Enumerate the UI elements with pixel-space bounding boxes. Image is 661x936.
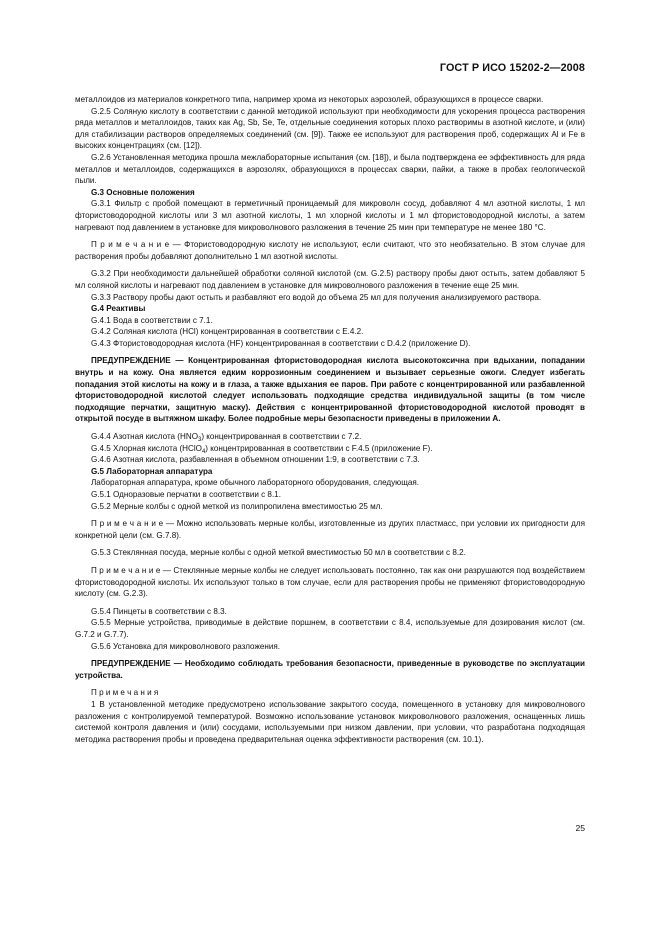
clause-g3-3: G.3.3 Раствору пробы дают остыть и разбавляют его водой до объема 25 мл для получения анализируемого раствора. [91,292,542,302]
clause-g2-5: G.2.5 Соляную кислоту в соответствии с данной методикой используют при необходимости для ускорения процесса растворения ряда металлов и металлоидов, таких как Ag, Sb, Se, Te, отдельные соединения которых плохо растворимы в азотной кислоте, и (или) для стабилизации растворов определяемых соединений (см. [9]). Также ее используют для растворения проб, содержащих Al и Fe в высоких концентрациях (см. [12]). [75,106,585,151]
note-label: П р и м е ч а н и е [91,519,164,529]
clause-g3-1: G.3.1 Фильтр с пробой помещают в герметичный проницаемый для микроволн сосуд, добавляют 4 мл азотной кислоты, 1 мл фтористоводородной кислоты или 3 мл азотной кислоты, 1 мл хлорной кислоты и 1 мл фтористоводородной кислоты, а затем нагревают под давлением в установке для микроволнового разложения в течение 25 мин при температуре не менее 180 °С. [75,199,585,232]
warning-safety: ПРЕДУПРЕЖДЕНИЕ — Необходимо соблюдать требования безопасности, приведенные в руководстве по эксплуатации устройства. [75,659,585,680]
note-text: — Стеклянные мерные колбы не следует использовать постоянно, так как они разрушаются под воздействием фтористоводородной кислоты. Их используют только в том случае, если для растворения пробы не применяют фтористоводородную кислоту (см. G.2.3). [75,565,586,599]
note-item-1: 1 В установленной методике предусмотрено использование закрытого сосуда, помещенного в установку для микроволнового разложения с контролируемой температурой. Возможно использование установок микроволнового разложения, оснащенных лишь системой контроля давления и (или) сосудами, используемыми при низком давлении, при условии, что разработана подходящая методика растворения пробы и проведена предварительная оценка эффективности растворения (см. 10.1). [75,699,585,744]
document-body [75,94,585,745]
section-heading-g5: G.5 Лабораторная аппаратура [91,466,213,476]
note-text: — Можно использовать мерные колбы, изготовленные из других пластмасс, при условии их пригодности для конкретной цели (см. G.7.8). [75,519,585,540]
note-label: П р и м е ч а н и е [91,565,161,575]
warning-hf: ПРЕДУПРЕЖДЕНИЕ — Концентрированная фтористоводородная кислота высокотоксична при вдыхании, попадании внутрь и на кожу. Она является едким коррозионным соединением и вызывает серьезные ожоги. Следует избегать попадания этой кислоты на кожу и в глаза, а также вдыхания ее паров. При работе с концентрированной или разбавленной фтористоводородной кислотой следует использовать подходящие средства индивидуальной защиты (в том числе подходящие перчатки, защитную маску). Действия с концентрированной фтористоводородной кислотой проводят в открытой посуде в вытяжном шкафу. Более подробные меры безопасности приведены в приложении А. [75,356,585,424]
standard-designation: ГОСТ Р ИСО 15202-2—2008 [439,62,585,74]
clause-g5-2: G.5.2 Мерные колбы с одной меткой из полипропилена вместимостью 25 мл. [91,501,383,511]
section-heading-g4: G.4 Реактивы [91,304,146,314]
note-label: П р и м е ч а н и е [91,240,170,250]
note [75,518,585,541]
clause-g4-6: G.4.6 Азотная кислота, разбавленная в объемном отношении 1:9, в соответствии с 7.3. [91,455,420,465]
clause-g4-2: G.4.2 Соляная кислота (HCl) концентрированная в соответствии с Е.4.2. [91,327,364,337]
clause-text: ) концентрированная в соответствии с F.4.5 (приложение F). [205,443,433,453]
clause-g5-4: G.5.4 Пинцеты в соответствии с 8.3. [91,606,227,616]
clause-g3-2: G.3.2 При необходимости дальнейшей обработки соляной кислотой (см. G.2.5) раствору пробы дают остыть, затем добавляют 5 мл соляной кислоты и нагревают под давлением в установке для микроволнового разложения в течение еще 25 мин. [75,269,585,290]
clause-text: ) концентрированная в соответствии с 7.2. [201,432,362,442]
clause-g5-6: G.5.6 Установка для микроволнового разложения. [91,641,281,651]
clause-g5-1: G.5.1 Одноразовые перчатки в соответствии с 8.1. [91,490,281,499]
clause-g4-3: G.4.3 Фтористоводородная кислота (HF) концентрированная в соответствии с D.4.2 (приложение D). [91,338,471,348]
clause-g5-3: G.5.3 Стеклянная посуда, мерные колбы с одной меткой вместимостью 50 мл в соответствии с 8.2. [91,548,466,558]
clause-g4-1: G.4.1 Вода в соответствии с 7.1. [91,315,213,325]
paragraph: Лабораторная аппаратура, кроме обычного лабораторного оборудования, следующая. [91,478,420,488]
clause-text: G.4.5 Хлорная кислота (HClO [91,443,202,453]
notes-heading: П р и м е ч а н и я [91,688,159,698]
note [75,565,585,600]
note [75,239,585,262]
clause-g4-4 [75,431,585,443]
clause-text: G.4.4 Азотная кислота (HNO [91,432,198,442]
section-heading-g3: G.3 Основные положения [91,187,195,197]
clause-g4-5 [75,443,585,455]
subscript: 3 [198,437,202,444]
page-number: 25 [575,823,585,833]
clause-g5-5: G.5.5 Мерные устройства, приводимые в действие поршнем, в соответствии с 8.4, используемые для дозирования кислот (см. G.7.2 и G.7.7). [75,618,585,639]
clause-g2-6: G.2.6 Установленная методика прошла межлабораторные испытания (см. [18]), и была подтверждена ее эффективность для ряда металлов и металлоидов, содержащихся в аэрозолях, образующихся в процессах сварки, пайки, а также в пробах геологической пыли. [75,152,585,186]
note-text: — Фтористоводородную кислоту не используют, если считают, что это необязательно. В этом случае для растворения пробы добавляют дополнительно 1 мл азотной кислоты. [75,240,586,261]
paragraph: металлоидов из материалов конкретного типа, например хрома из некоторых аэрозолей, образующихся в процессе сварки. [75,95,544,104]
subscript: 4 [201,448,206,455]
